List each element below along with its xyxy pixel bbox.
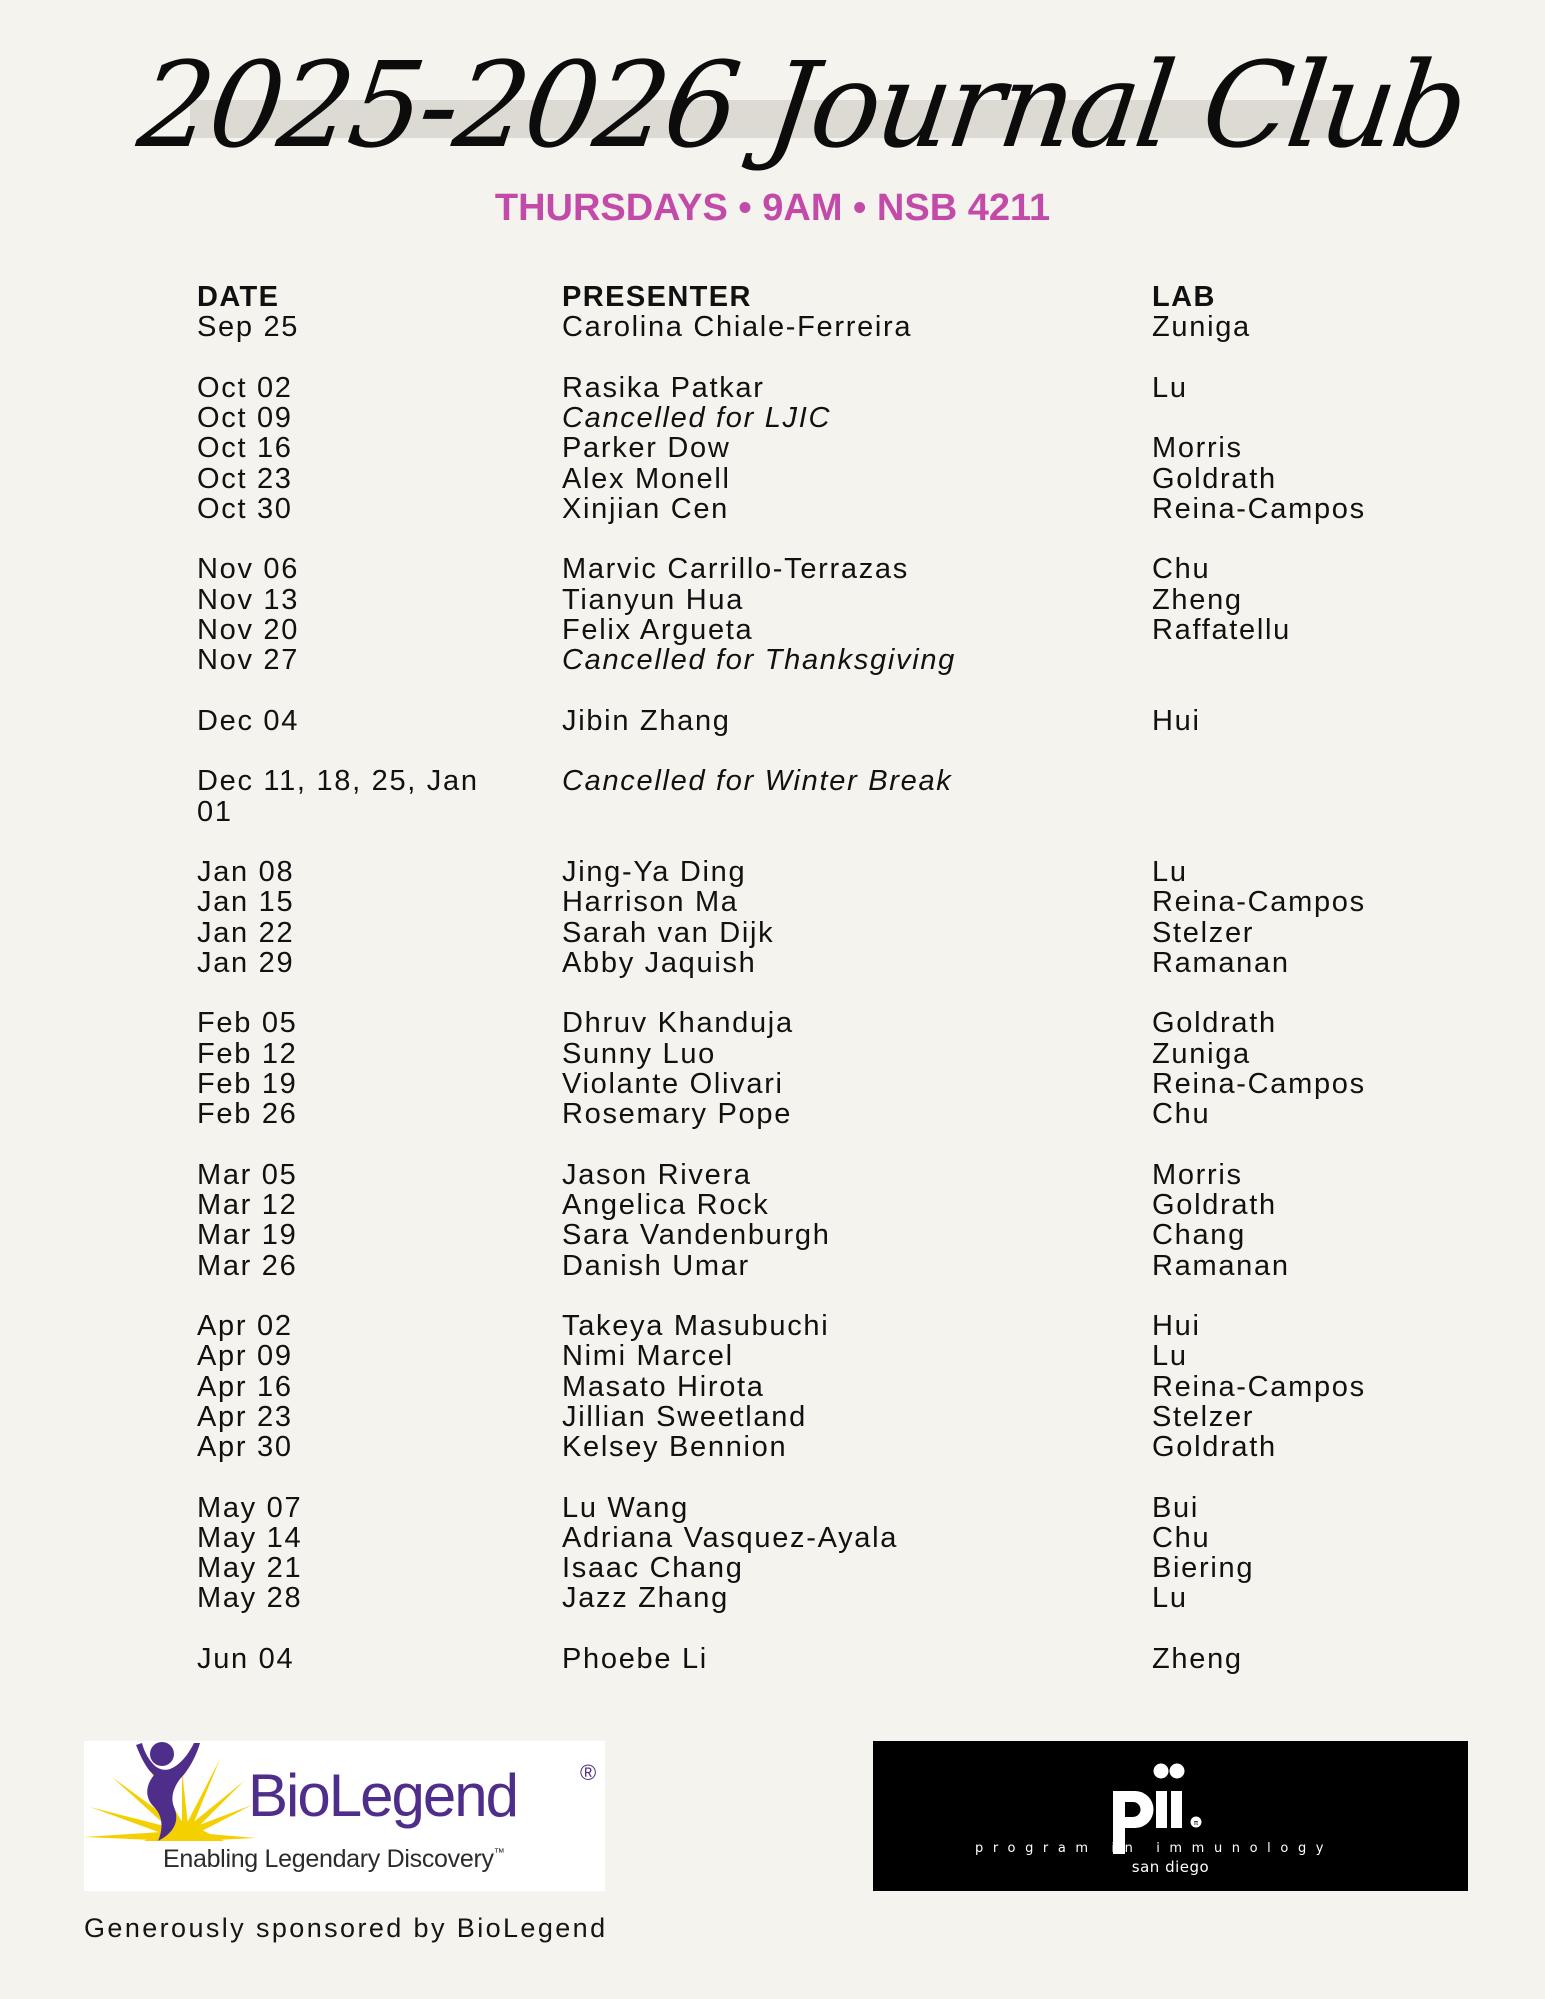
schedule-row <box>0 1493 1545 1523</box>
lab-cell: Morris <box>1152 432 1243 465</box>
schedule-row <box>0 615 1545 645</box>
lab-cell: Reina-Campos <box>1152 886 1366 919</box>
column-header-date: DATE <box>197 281 280 313</box>
lab-cell: Bui <box>1152 1491 1200 1524</box>
schedule-row <box>0 887 1545 917</box>
presenter-cell: Danish Umar <box>562 1249 750 1282</box>
pii-location-text: san diego <box>1131 1858 1210 1876</box>
date-cell: Mar 05 <box>197 1158 298 1191</box>
schedule-row <box>0 948 1545 978</box>
lab-cell: Ramanan <box>1152 1249 1290 1282</box>
schedule-header-row <box>0 282 1545 312</box>
schedule-row <box>0 403 1545 433</box>
schedule-row <box>0 1372 1545 1402</box>
spacer-row <box>0 1129 1545 1159</box>
spacer-row <box>0 1281 1545 1311</box>
date-cell: Apr 30 <box>197 1431 293 1464</box>
presenter-cell: Adriana Vasquez-Ayala <box>562 1521 899 1554</box>
trademark-mark: ™ <box>493 1847 505 1859</box>
schedule-row <box>0 918 1545 948</box>
lab-cell: Chang <box>1152 1219 1246 1252</box>
lab-cell: Lu <box>1152 371 1188 404</box>
date-cell: Dec 04 <box>197 704 300 737</box>
spacer-row <box>0 675 1545 705</box>
date-cell: Apr 02 <box>197 1310 293 1343</box>
schedule-row <box>0 433 1545 463</box>
presenter-cell: Lu Wang <box>562 1491 689 1524</box>
presenter-cell: Takeya Masubuchi <box>562 1310 830 1343</box>
schedule-row <box>0 464 1545 494</box>
lab-cell: Hui <box>1152 704 1201 737</box>
date-cell: Nov 06 <box>197 553 300 586</box>
page-header <box>0 0 1545 229</box>
pii-mark-icon <box>1113 1759 1213 1854</box>
presenter-cell: Jazz Zhang <box>562 1582 729 1615</box>
date-cell: Mar 19 <box>197 1219 298 1252</box>
date-cell: Mar 26 <box>197 1249 298 1282</box>
column-header-lab: LAB <box>1152 281 1216 313</box>
schedule-row <box>0 1583 1545 1613</box>
schedule-row <box>0 1432 1545 1462</box>
presenter-cell: Rasika Patkar <box>562 371 765 404</box>
schedule-row <box>0 1251 1545 1281</box>
presenter-cell: Cancelled for Thanksgiving <box>562 644 956 677</box>
schedule-row <box>0 1099 1545 1129</box>
lab-cell: Goldrath <box>1152 1431 1277 1464</box>
lab-cell: Biering <box>1152 1552 1255 1585</box>
date-cell: Feb 26 <box>197 1098 298 1131</box>
presenter-cell: Jing-Ya Ding <box>562 856 747 889</box>
spacer-row <box>0 1462 1545 1492</box>
presenter-cell: Abby Jaquish <box>562 946 757 979</box>
presenter-cell: Marvic Carrillo-Terrazas <box>562 553 909 586</box>
lab-cell: Lu <box>1152 856 1188 889</box>
presenter-cell: Jason Rivera <box>562 1158 752 1191</box>
spacer-row <box>0 827 1545 857</box>
schedule-row <box>0 645 1545 675</box>
date-cell: May 14 <box>197 1521 303 1554</box>
presenter-cell: Violante Olivari <box>562 1067 784 1100</box>
presenter-cell: Xinjian Cen <box>562 492 730 525</box>
meeting-info: THURSDAYS • 9AM • NSB 4211 <box>494 187 1051 229</box>
biolegend-tagline <box>163 1838 504 1874</box>
schedule-row <box>0 1402 1545 1432</box>
schedule-row <box>0 1341 1545 1371</box>
presenter-cell: Sara Vandenburgh <box>562 1219 831 1252</box>
lab-cell: Chu <box>1152 1521 1211 1554</box>
schedule-row <box>0 766 1545 796</box>
schedule-row <box>0 554 1545 584</box>
presenter-cell: Jibin Zhang <box>562 704 731 737</box>
presenter-cell: Cancelled for Winter Break <box>562 765 953 798</box>
date-cell: Apr 23 <box>197 1400 293 1433</box>
date-cell: May 07 <box>197 1491 303 1524</box>
lab-cell: Ramanan <box>1152 946 1290 979</box>
presenter-cell: Phoebe Li <box>562 1642 708 1675</box>
schedule-row <box>0 797 1545 827</box>
spacer-row <box>0 978 1545 1008</box>
schedule-row <box>0 1220 1545 1250</box>
date-cell: Oct 02 <box>197 371 293 404</box>
presenter-cell: Alex Monell <box>562 462 731 495</box>
presenter-cell: Parker Dow <box>562 432 731 465</box>
spacer-row <box>0 524 1545 554</box>
presenter-cell: Masato Hirota <box>562 1370 765 1403</box>
lab-cell: Goldrath <box>1152 1188 1277 1221</box>
spacer-row <box>0 1614 1545 1644</box>
lab-cell: Zheng <box>1152 583 1243 616</box>
schedule-row <box>0 706 1545 736</box>
lab-cell: Reina-Campos <box>1152 492 1366 525</box>
date-cell: Jan 22 <box>197 916 295 949</box>
lab-cell: Lu <box>1152 1582 1188 1615</box>
date-cell: Sep 25 <box>197 311 300 344</box>
date-cell: Feb 05 <box>197 1007 298 1040</box>
presenter-cell: Harrison Ma <box>562 886 739 919</box>
registered-mark: ® <box>580 1760 597 1785</box>
presenter-cell: Carolina Chiale-Ferreira <box>562 311 913 344</box>
schedule-row <box>0 857 1545 887</box>
date-cell: Mar 12 <box>197 1188 298 1221</box>
date-cell: Jun 04 <box>197 1642 295 1675</box>
svg-text:π: π <box>1193 1819 1199 1827</box>
presenter-cell: Sarah van Dijk <box>562 916 775 949</box>
lab-cell: Hui <box>1152 1310 1201 1343</box>
schedule-row <box>0 312 1545 342</box>
schedule-row <box>0 1553 1545 1583</box>
date-cell: May 28 <box>197 1582 303 1615</box>
presenter-cell: Rosemary Pope <box>562 1098 793 1131</box>
lab-cell: Chu <box>1152 1098 1211 1131</box>
page-title: 2025-2026 Journal Club <box>131 36 1474 174</box>
schedule-row <box>0 1523 1545 1553</box>
tagline-text: Enabling Legendary Discovery <box>163 1845 494 1873</box>
schedule-row <box>0 1008 1545 1038</box>
pii-logo <box>873 1741 1468 1891</box>
lab-cell: Zheng <box>1152 1642 1243 1675</box>
lab-cell: Goldrath <box>1152 1007 1277 1040</box>
date-cell: Nov 27 <box>197 644 300 677</box>
lab-cell: Zuniga <box>1152 311 1251 344</box>
schedule-row <box>0 1160 1545 1190</box>
date-cell: Jan 29 <box>197 946 295 979</box>
date-cell: Feb 12 <box>197 1037 298 1070</box>
schedule-row <box>0 1311 1545 1341</box>
lab-cell: Zuniga <box>1152 1037 1251 1070</box>
spacer-row <box>0 343 1545 373</box>
schedule-row <box>0 1644 1545 1674</box>
schedule-table <box>0 282 1545 1674</box>
presenter-cell: Angelica Rock <box>562 1188 770 1221</box>
lab-cell: Goldrath <box>1152 462 1277 495</box>
lab-cell: Stelzer <box>1152 1400 1255 1433</box>
lab-cell: Raffatellu <box>1152 613 1291 646</box>
schedule-row <box>0 373 1545 403</box>
lab-cell: Reina-Campos <box>1152 1067 1366 1100</box>
pii-program-text: program in immunology <box>975 1841 1334 1856</box>
date-cell: Nov 20 <box>197 613 300 646</box>
lab-cell: Chu <box>1152 553 1211 586</box>
presenter-cell: Felix Argueta <box>562 613 754 646</box>
presenter-cell: Tianyun Hua <box>562 583 745 616</box>
date-cell: Oct 09 <box>197 402 293 435</box>
date-cell: Nov 13 <box>197 583 300 616</box>
schedule-row <box>0 1069 1545 1099</box>
date-cell: Feb 19 <box>197 1067 298 1100</box>
lab-cell: Morris <box>1152 1158 1243 1191</box>
date-cell: Dec 11, 18, 25, Jan <box>197 765 479 798</box>
column-header-presenter: PRESENTER <box>562 281 752 313</box>
presenter-cell: Sunny Luo <box>562 1037 716 1070</box>
date-cell: Apr 09 <box>197 1340 293 1373</box>
date-cell: Jan 15 <box>197 886 295 919</box>
date-cell: Oct 30 <box>197 492 293 525</box>
lab-cell: Stelzer <box>1152 916 1255 949</box>
schedule-row <box>0 1190 1545 1220</box>
presenter-cell: Isaac Chang <box>562 1552 744 1585</box>
date-cell: Jan 08 <box>197 856 295 889</box>
lab-cell: Reina-Campos <box>1152 1370 1366 1403</box>
date-cell: Oct 16 <box>197 432 293 465</box>
presenter-cell: Cancelled for LJIC <box>562 402 832 435</box>
sponsor-note: Generously sponsored by BioLegend <box>84 1913 608 1943</box>
biolegend-logo <box>84 1741 605 1891</box>
presenter-cell: Kelsey Bennion <box>562 1431 788 1464</box>
date-cell: May 21 <box>197 1552 303 1585</box>
schedule-row <box>0 1039 1545 1069</box>
presenter-cell: Nimi Marcel <box>562 1340 734 1373</box>
date-cell: Apr 16 <box>197 1370 293 1403</box>
presenter-cell: Dhruv Khanduja <box>562 1007 794 1040</box>
schedule-row <box>0 494 1545 524</box>
date-cell: 01 <box>197 795 233 828</box>
biolegend-wordmark: BioLegend <box>248 1762 517 1829</box>
schedule-row <box>0 585 1545 615</box>
spacer-row <box>0 736 1545 766</box>
date-cell: Oct 23 <box>197 462 293 495</box>
lab-cell: Lu <box>1152 1340 1188 1373</box>
presenter-cell: Jillian Sweetland <box>562 1400 807 1433</box>
